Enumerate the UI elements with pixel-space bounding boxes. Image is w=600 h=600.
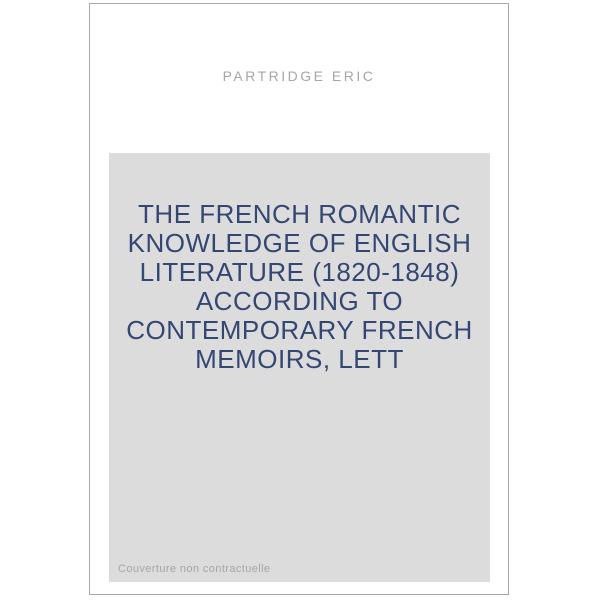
author-name: PARTRIDGE ERIC	[222, 68, 376, 84]
book-cover-card	[89, 3, 509, 595]
cover-disclaimer: Couverture non contractuelle	[118, 563, 271, 575]
book-title-line: CONTEMPORARY FRENCH	[126, 315, 473, 345]
book-title-line: KNOWLEDGE OF ENGLISH	[127, 228, 472, 258]
book-title	[109, 200, 490, 374]
title-placeholder-box	[109, 153, 490, 582]
book-title-line: THE FRENCH ROMANTIC	[138, 199, 461, 229]
book-title-line: LITERATURE (1820-1848)	[139, 257, 460, 287]
book-title-line: ACCORDING TO	[195, 286, 404, 316]
book-title-line: MEMOIRS, LETT	[195, 344, 404, 374]
